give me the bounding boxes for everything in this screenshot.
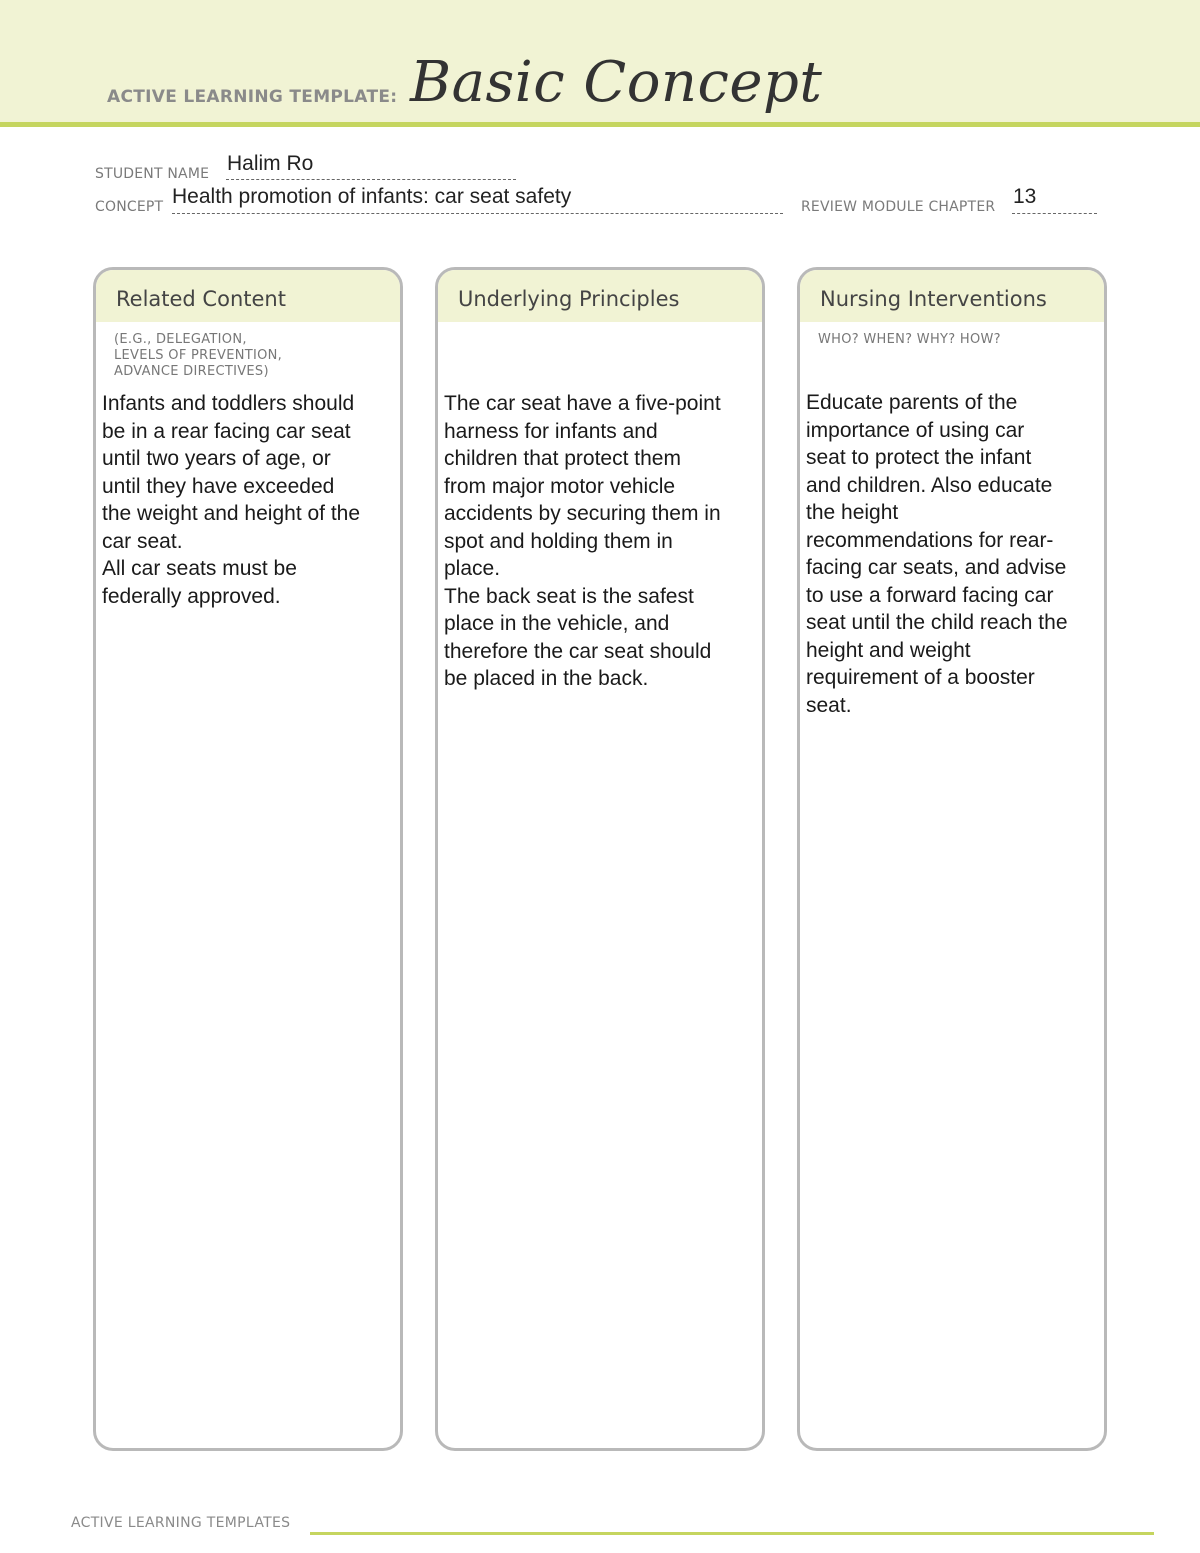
panel-hint: (E.G., DELEGATION, LEVELS OF PREVENTION, ADVANCE DIRECTIVES) (114, 332, 283, 379)
review-module-underline (1012, 213, 1097, 214)
nursing-interventions-text[interactable]: Educate parents of the importance of using car seat to protect the infant and children. Also educate the height recommendations for rear- facing car seats, and advise to use a forward facing car seat until the child reach the height and weight requirement of a booster seat. (806, 391, 1068, 717)
footer-divider (310, 1532, 1154, 1535)
panel-title: Related Content (116, 287, 286, 311)
panel-title: Nursing Interventions (820, 287, 1047, 311)
student-name-field[interactable]: Halim Ro (227, 152, 314, 175)
concept-field[interactable]: Health promotion of infants: car seat safety (172, 185, 572, 208)
student-name-label: STUDENT NAME (95, 166, 210, 182)
footer-label: ACTIVE LEARNING TEMPLATES (71, 1515, 291, 1531)
concept-label: CONCEPT (95, 199, 164, 215)
panel-hint: WHO? WHEN? WHY? HOW? (818, 332, 1001, 347)
nursing-interventions-panel (797, 267, 1107, 1451)
underlying-principles-panel (435, 267, 765, 1451)
header-divider (0, 122, 1200, 127)
template-label: ACTIVE LEARNING TEMPLATE: (107, 87, 398, 107)
review-module-label: REVIEW MODULE CHAPTER (801, 199, 996, 215)
review-module-field[interactable]: 13 (1013, 185, 1037, 208)
template-title: Basic Concept (410, 50, 823, 115)
related-content-text[interactable]: Infants and toddlers should be in a rear facing car seat until two years of age, or until they have exceeded the weight and height of the car seat. All car seats must be federally approved. (102, 392, 361, 608)
underlying-principles-text[interactable]: The car seat have a five-point harness for infants and children that protect them from major motor vehicle accidents by securing them in spot and holding them in place. The back seat is the safest place in the vehicle, and therefore the car seat should be placed in the back. (444, 392, 721, 690)
concept-underline (172, 213, 783, 214)
student-name-underline (226, 179, 516, 180)
panel-title: Underlying Principles (458, 287, 680, 311)
related-content-panel (93, 267, 403, 1451)
